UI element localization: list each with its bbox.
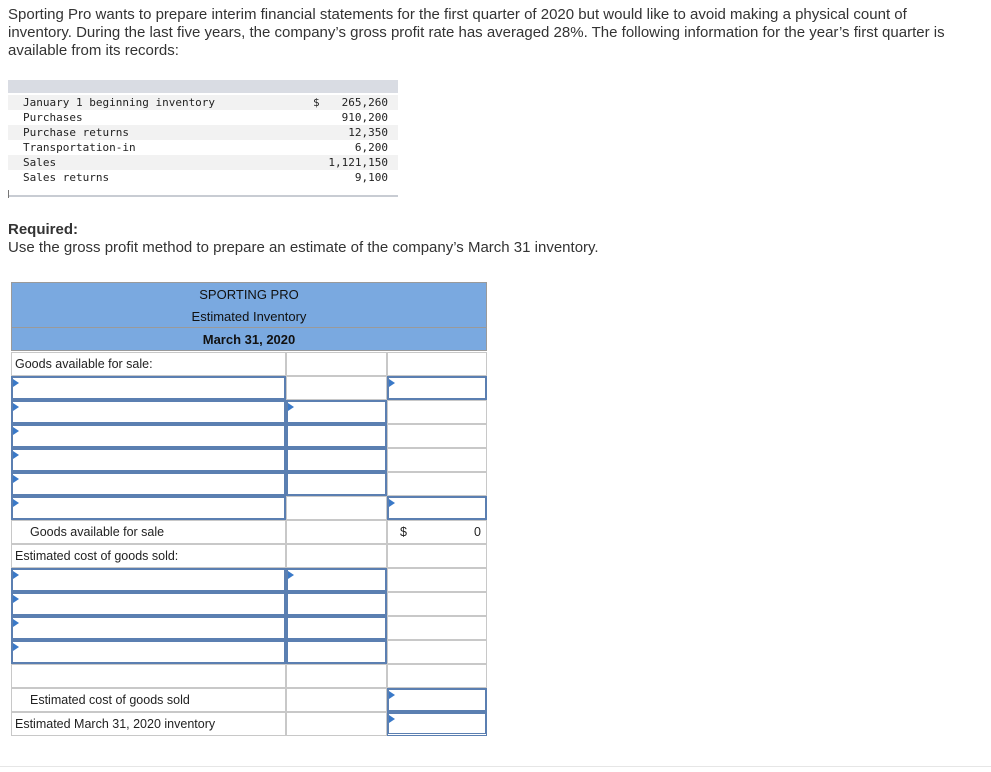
cogs-label-input-2[interactable] xyxy=(11,592,286,616)
goods-available-heading: Goods available for sale: xyxy=(15,357,153,371)
dropdown-marker-icon xyxy=(13,451,19,459)
empty-cell xyxy=(387,448,487,472)
estimated-inventory-worksheet xyxy=(11,282,487,731)
empty-cell xyxy=(387,640,487,664)
dropdown-marker-icon xyxy=(389,691,395,699)
record-row xyxy=(8,110,398,125)
empty-cell xyxy=(387,544,487,568)
goods-available-total-label-cell xyxy=(11,520,286,544)
goods-available-amount-input-6[interactable] xyxy=(387,496,487,520)
worksheet-company-name: SPORTING PRO xyxy=(11,282,487,305)
page-bottom-rule xyxy=(0,766,991,767)
record-value: 1,121,150 xyxy=(328,156,388,169)
dropdown-marker-icon xyxy=(13,427,19,435)
cogs-label-input-4[interactable] xyxy=(11,640,286,664)
dropdown-marker-icon xyxy=(288,403,294,411)
records-table xyxy=(8,80,398,198)
record-value: 12,350 xyxy=(348,126,388,139)
required-text: Use the gross profit method to prepare an estimate of the company’s March 31 inventory. xyxy=(8,239,599,256)
dropdown-marker-icon xyxy=(389,379,395,387)
record-value: 265,260 xyxy=(341,96,388,109)
required-heading: Required: xyxy=(8,221,79,238)
record-row xyxy=(8,125,398,140)
dropdown-marker-icon xyxy=(13,403,19,411)
goods-available-amount-input-2[interactable] xyxy=(286,400,387,424)
record-row xyxy=(8,155,398,170)
dropdown-marker-icon xyxy=(13,571,19,579)
goods-available-amount-input-1[interactable] xyxy=(387,376,487,400)
empty-cell xyxy=(286,376,387,400)
empty-cell xyxy=(387,664,487,688)
empty-cell xyxy=(387,616,487,640)
record-currency: $ xyxy=(313,96,320,109)
required-section xyxy=(8,221,599,257)
cogs-heading-cell xyxy=(11,544,286,568)
record-label: Transportation-in xyxy=(23,141,136,154)
empty-cell xyxy=(286,352,387,376)
goods-available-heading-cell xyxy=(11,352,286,376)
goods-available-total-cell xyxy=(387,520,487,544)
record-row xyxy=(8,140,398,155)
cogs-total-label-cell xyxy=(11,688,286,712)
problem-statement: Sporting Pro wants to prepare interim financial statements for the first quarter of 2020 but would like to avoid making a physical count of inventory. During the last five years, the company’s gross profit rate has averaged 28%. The following information for the year’s first quarter is available from its records: xyxy=(8,6,945,59)
goods-available-label-input-3[interactable] xyxy=(11,424,286,448)
record-label: Purchases xyxy=(23,111,83,124)
record-value: 6,200 xyxy=(354,141,388,154)
empty-cell xyxy=(286,688,387,712)
dropdown-marker-icon xyxy=(13,643,19,651)
record-row xyxy=(8,170,398,185)
dropdown-marker-icon xyxy=(13,379,19,387)
record-value: 9,100 xyxy=(354,171,388,184)
empty-cell xyxy=(286,520,387,544)
empty-cell xyxy=(387,472,487,496)
goods-available-label-input-2[interactable] xyxy=(11,400,286,424)
record-label: Purchase returns xyxy=(23,126,129,139)
goods-available-label-input-1[interactable] xyxy=(11,376,286,400)
cogs-total-label: Estimated cost of goods sold xyxy=(30,693,190,707)
dropdown-marker-icon xyxy=(13,595,19,603)
empty-cell xyxy=(11,664,286,688)
ending-inventory-label-cell xyxy=(11,712,286,736)
goods-available-total-label: Goods available for sale xyxy=(30,525,165,539)
dropdown-marker-icon xyxy=(13,619,19,627)
empty-cell xyxy=(286,496,387,520)
record-row xyxy=(8,95,398,110)
record-label: Sales xyxy=(23,156,57,169)
empty-cell xyxy=(286,544,387,568)
goods-available-label-input-4[interactable] xyxy=(11,448,286,472)
empty-cell xyxy=(387,352,487,376)
goods-available-amount-input-4[interactable] xyxy=(286,448,387,472)
ending-inventory-input[interactable] xyxy=(387,712,487,736)
records-bottom-rule xyxy=(8,195,398,197)
goods-available-amount-input-5[interactable] xyxy=(286,472,387,496)
empty-cell xyxy=(387,424,487,448)
cogs-label-input-1[interactable] xyxy=(11,568,286,592)
worksheet-statement-title: Estimated Inventory xyxy=(11,305,487,328)
records-header-bar xyxy=(8,80,398,93)
cogs-heading: Estimated cost of goods sold: xyxy=(15,549,179,563)
cogs-amount-input-4[interactable] xyxy=(286,640,387,664)
cogs-label-input-3[interactable] xyxy=(11,616,286,640)
cogs-amount-input-1[interactable] xyxy=(286,568,387,592)
cogs-amount-input-2[interactable] xyxy=(286,592,387,616)
currency-symbol: $ xyxy=(400,525,407,539)
ending-inventory-label: Estimated March 31, 2020 inventory xyxy=(15,717,216,731)
goods-available-amount-input-3[interactable] xyxy=(286,424,387,448)
empty-cell xyxy=(286,664,387,688)
dropdown-marker-icon xyxy=(389,715,395,723)
empty-cell xyxy=(387,592,487,616)
goods-available-total-value: 0 xyxy=(474,525,481,539)
goods-available-label-input-5[interactable] xyxy=(11,472,286,496)
record-label: Sales returns xyxy=(23,171,110,184)
empty-cell xyxy=(387,400,487,424)
worksheet-date: March 31, 2020 xyxy=(11,328,487,351)
record-label: January 1 beginning inventory xyxy=(23,96,216,109)
empty-cell xyxy=(387,568,487,592)
records-bottom-tick xyxy=(8,190,9,198)
dropdown-marker-icon xyxy=(13,475,19,483)
dropdown-marker-icon xyxy=(389,499,395,507)
goods-available-label-input-6[interactable] xyxy=(11,496,286,520)
dropdown-marker-icon xyxy=(13,499,19,507)
cogs-total-input[interactable] xyxy=(387,688,487,712)
cogs-amount-input-3[interactable] xyxy=(286,616,387,640)
record-value: 910,200 xyxy=(341,111,388,124)
dropdown-marker-icon xyxy=(288,571,294,579)
empty-cell xyxy=(286,712,387,736)
